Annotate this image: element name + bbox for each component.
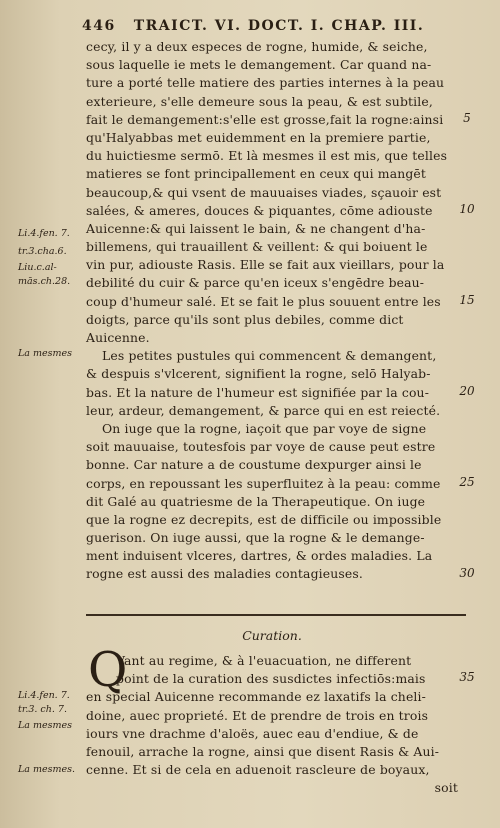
text-line: corps, en repoussant les superfluitez à la peau: comme <box>86 475 441 491</box>
text-line: fenouil, arrache la rogne, ainsi que disent Rasis & Aui- <box>86 743 440 759</box>
text-line: Auicenne. <box>86 330 150 345</box>
text-line: doigts, parce qu'ils sont plus debiles, comme dict <box>86 311 404 327</box>
main-text <box>86 38 458 584</box>
text-line: bonne. Car nature a de coustume dexpurger ainsi le <box>86 457 422 473</box>
text-line: ture a porté telle matiere des parties internes à la peau <box>86 75 445 91</box>
text-line: Auicenne:& qui laissent le bain, & ne changent d'ha- <box>86 220 426 236</box>
margin-note: La mesmes <box>18 348 73 359</box>
text-line: leur, ardeur, demangement, & parce qui en est reiecté. <box>86 402 441 418</box>
text-line: guerison. On iuge aussi, que la rogne & le demange- <box>86 530 425 546</box>
running-title: TRAICT. VI. DOCT. I. CHAP. III. <box>133 18 425 34</box>
text-line: vin pur, adiouste Rasis. Elle se fait aux vieillars, pour la <box>86 257 445 273</box>
text-line: matieres se font principallement en ceux qui mangēt <box>86 166 427 182</box>
text-line: cenne. Et si de cela en aduenoit rascleure de boyaux, <box>86 762 430 778</box>
page-header <box>82 18 482 34</box>
margin-note: La mesmes. <box>18 764 76 775</box>
text-line: & despuis s'vlcerent, signifient la rogne, selō Halyab- <box>86 366 431 382</box>
drop-cap: Q <box>88 642 128 698</box>
text-line: exterieure, s'elle demeure sous la peau, & est subtile, <box>86 93 433 109</box>
page-number: 446 <box>82 18 116 34</box>
text-line: soit mauuaise, toutesfois par voye de cause peut estre <box>86 439 436 455</box>
text-line: Vant au regime, & à l'euacuation, ne different <box>116 653 412 668</box>
line-number: 5 <box>463 111 471 125</box>
text-line: On iuge que la rogne, iaçoit que par voye de signe <box>102 420 427 436</box>
line-number: 35 <box>459 670 475 684</box>
line-number: 20 <box>459 384 475 398</box>
curation-text <box>86 642 458 798</box>
text-line: iours vne drachme d'aloës, auec eau d'endiue, & de <box>86 725 419 741</box>
text-line: ment induisent vlceres, dartres, & ordes maladies. La <box>86 548 433 564</box>
margin-note: Liu.c.al- <box>18 262 57 273</box>
text-line: du huictiesme sermō. Et là mesmes il est mis, que telles <box>86 148 448 164</box>
section-divider <box>86 614 466 616</box>
text-line: dit Galé au quatriesme de la Therapeutique. On iuge <box>86 493 426 509</box>
line-number: 15 <box>459 293 475 307</box>
text-line: que la rogne ez decrepits, est de difficile ou impossible <box>86 511 442 527</box>
margin-note: mās.ch.28. <box>18 276 71 287</box>
catchword: soit <box>434 780 458 796</box>
line-number: 10 <box>459 202 475 216</box>
section-title: Curation. <box>242 628 302 643</box>
text-line: en special Auicenne recommande ez laxatifs la cheli- <box>86 689 426 705</box>
text-line: point de la curation des susdictes infectiōs:mais <box>116 671 426 687</box>
text-line: sous laquelle ie mets le demangement. Car quand na- <box>86 57 432 73</box>
text-line: beaucoup,& qui vsent de mauuaises viades, sçauoir est <box>86 184 442 200</box>
text-line: cecy, il y a deux especes de rogne, humide, & seiche, <box>86 39 428 54</box>
text-line: coup d'humeur salé. Et se fait le plus souuent entre les <box>86 293 441 309</box>
text-line: debilité du cuir & parce qu'en iceux s'engēdre beau- <box>86 275 425 291</box>
text-line: Les petites pustules qui commencent & demangent, <box>102 348 437 364</box>
text-line: rogne est aussi des maladies contagieuses. <box>86 566 363 582</box>
text-line: fait le demangement:s'elle est grosse,fait la rogne:ainsi <box>86 111 444 127</box>
line-number: 30 <box>459 566 475 580</box>
margin-note: Li.4.fen. 7. <box>18 228 70 239</box>
margin-note: tr.3.cha.6. <box>18 246 67 257</box>
text-line: salées, & ameres, douces & piquantes, cōme adiouste <box>86 202 433 218</box>
text-line: doine, auec proprieté. Et de prendre de trois en trois <box>86 707 429 723</box>
text-line: qu'Halyabbas met euidemment en la premiere partie, <box>86 129 431 145</box>
text-line: billemens, qui trauaillent & veillent: & qui boiuent le <box>86 239 428 255</box>
margin-note: tr.3. ch. 7. <box>18 704 67 715</box>
line-number: 25 <box>459 475 475 489</box>
margin-note: La mesmes <box>18 720 73 731</box>
text-line: bas. Et la nature de l'humeur est signifiée par la cou- <box>86 384 430 400</box>
margin-note: Li.4.fen. 7. <box>18 690 70 701</box>
